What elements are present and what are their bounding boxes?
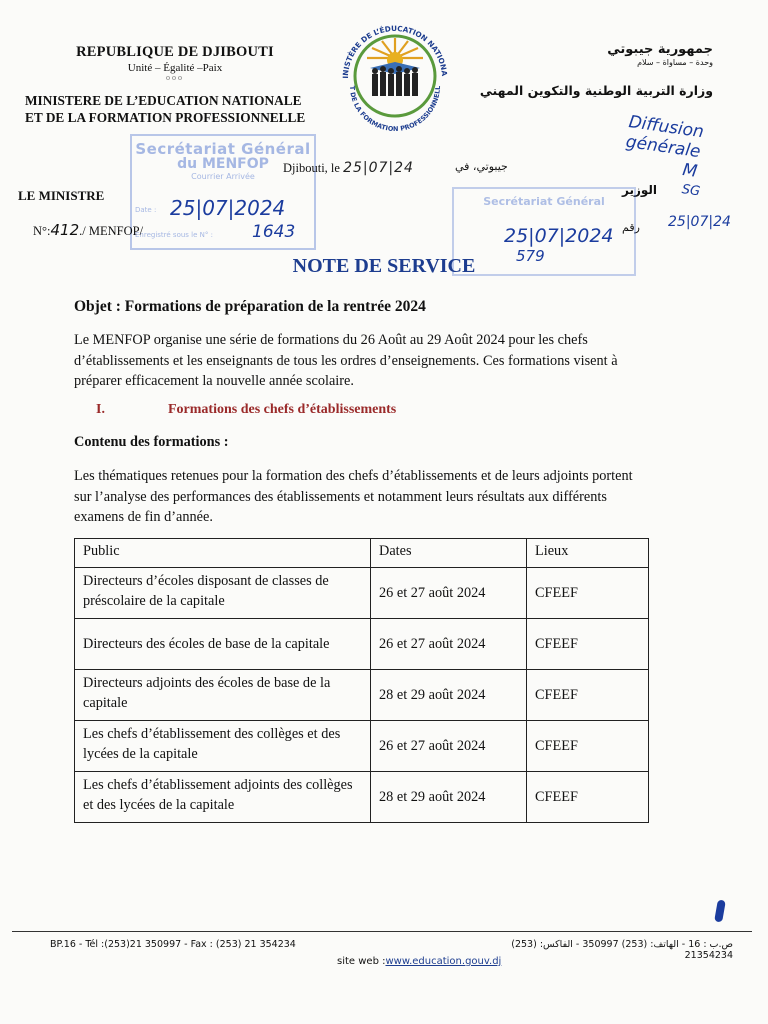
table-cell-dates: 26 et 27 août 2024 [371,721,527,772]
table-header-row [75,539,649,568]
dateline-place: Djibouti, le [283,161,340,175]
table-cell-lieux: CFEEF [527,568,649,619]
stamp-line-2: du MENFOP [177,156,269,172]
national-motto: Unité – Égalité –Paix [127,62,223,74]
table-cell-public: Directeurs d’écoles disposant de classes de préscolaire de la capitale [75,568,371,619]
sg-stamp-line-1: Secrétariat Général [483,195,605,208]
sg-stamp-handwritten-number: 579 [516,247,545,265]
ministry-name-ar: وزارة التربية الوطنية والتكوين المهني [479,83,713,98]
document-title: NOTE DE SERVICE [292,255,476,277]
table-cell-lieux: CFEEF [527,772,649,823]
stamp-line-1: Secrétariat Général [135,140,311,158]
sg-stamp-handwritten-date: 25|07|2024 [504,225,614,247]
table-cell-public: Les chefs d’établissement des collèges et des lycées de la capitale [75,721,371,772]
dateline-handwritten-date: 25|07|24 [343,160,414,176]
stamp-field-date: Date : [135,206,157,214]
annotation-initials-1: M [681,160,699,182]
intro-paragraph: Le MENFOP organise une série de formations du 26 Août au 29 Août 2024 pour les chefs d’établissements et les enseignants de tous les ordres d’enseignements. Ces formations visent à préparer efficacement la nouvelle année scolaire. [74,332,618,389]
dateline-place-ar: جيبوتي، في [455,160,508,173]
section-heading [74,402,396,418]
table-cell-public: Directeurs adjoints des écoles de base de la capitale [75,670,371,721]
footer-contact: BP.16 - Tél :(253)21 350997 - Fax : (253) 21 354234 [50,939,296,950]
table-row [75,568,649,619]
footer-divider [12,931,752,932]
table-row [75,670,649,721]
section-title: Formations des chefs d’établissements [168,402,397,417]
ministry-line-1: MINISTERE DE L’EDUCATION NATIONALE [25,93,302,108]
table-cell-public: Les chefs d’établissement adjoints des collèges et des lycées de la capitale [75,772,371,823]
training-schedule-table [74,538,649,823]
table-cell-dates: 26 et 27 août 2024 [371,619,527,670]
table-header-lieux: Lieux [527,539,649,568]
reference-handwritten-number: 412 [50,221,80,239]
table-header-public: Public [75,539,371,568]
table-cell-dates: 28 et 29 août 2024 [371,772,527,823]
diffusion-annotation [619,112,749,208]
table-cell-public: Directeurs des écoles de base de la capitale [75,619,371,670]
footer-website-label: site web : [337,956,386,967]
reference-label-ar: رقم [622,221,640,234]
object-line: Objet : Formations de préparation de la rentrée 2024 [74,298,426,315]
logo-text-top: INISTÈRE DE L’ÉDUCATION NATIONA [340,23,450,79]
stamp-handwritten-number: 1643 [252,222,296,242]
reference-suffix: ./ MENFOP/ [79,224,144,238]
national-motto-ar: وحدة – مساواة – سلام [637,58,713,67]
dateline [283,160,414,176]
table-cell-lieux: CFEEF [527,721,649,772]
stamp-line-3: Courrier Arrivée [191,172,255,181]
header-left [40,44,310,82]
header-right [480,42,713,98]
table-row [75,772,649,823]
table-row [75,619,649,670]
footer-website-link[interactable]: www.education.gouv.dj [385,956,502,967]
annotation-text: Diffusion générale [624,112,706,163]
annotation-date: 25|07|24 [668,214,731,230]
table-cell-dates: 26 et 27 août 2024 [371,568,527,619]
logo-text-bottom: T DE LA FORMATION PROFESSIONNELL [347,85,443,134]
reference-prefix: N° [33,224,48,238]
footer-contact-ar: ص.ب : 16 - الهاتف: (253) 350997 - الفاكس: (253) 21354234 [511,939,733,961]
ministry-logo [330,8,460,138]
annotation-initials-2: SG [680,182,702,200]
table-cell-dates: 28 et 29 août 2024 [371,670,527,721]
table-row [75,721,649,772]
sender-label: LE MINISTRE [18,188,105,203]
republic-name-ar: جمهورية جيبوتي [607,42,713,57]
content-paragraph: Les thématiques retenues pour la formation des chefs d’établissements et de leurs adjoints portent sur l’analyse des performances des établissements et notamment leurs résultats aux différents examens de fin d’année. [74,468,633,525]
section-number: I. [96,402,105,417]
reference-number [33,221,143,239]
table-cell-lieux: CFEEF [527,670,649,721]
table-header-dates: Dates [371,539,527,568]
ink-mark [714,899,726,922]
table-cell-lieux: CFEEF [527,619,649,670]
reference-colon: : [47,224,51,238]
sender-label-ar: الوزير [622,183,658,197]
ministry-line-2: ET DE LA FORMATION PROFESSIONNELLE [25,110,306,125]
stamp-field-number: Enregistré sous le N° : [135,231,213,239]
footer-website [337,956,501,967]
content-heading: Contenu des formations : [74,434,229,450]
stamp-handwritten-date: 25|07|2024 [170,196,286,220]
secretariat-stamp [130,134,316,250]
ministry-name [25,92,325,126]
header-divider: ooo [166,73,184,82]
republic-name: REPUBLIQUE DE DJIBOUTI [76,44,274,60]
